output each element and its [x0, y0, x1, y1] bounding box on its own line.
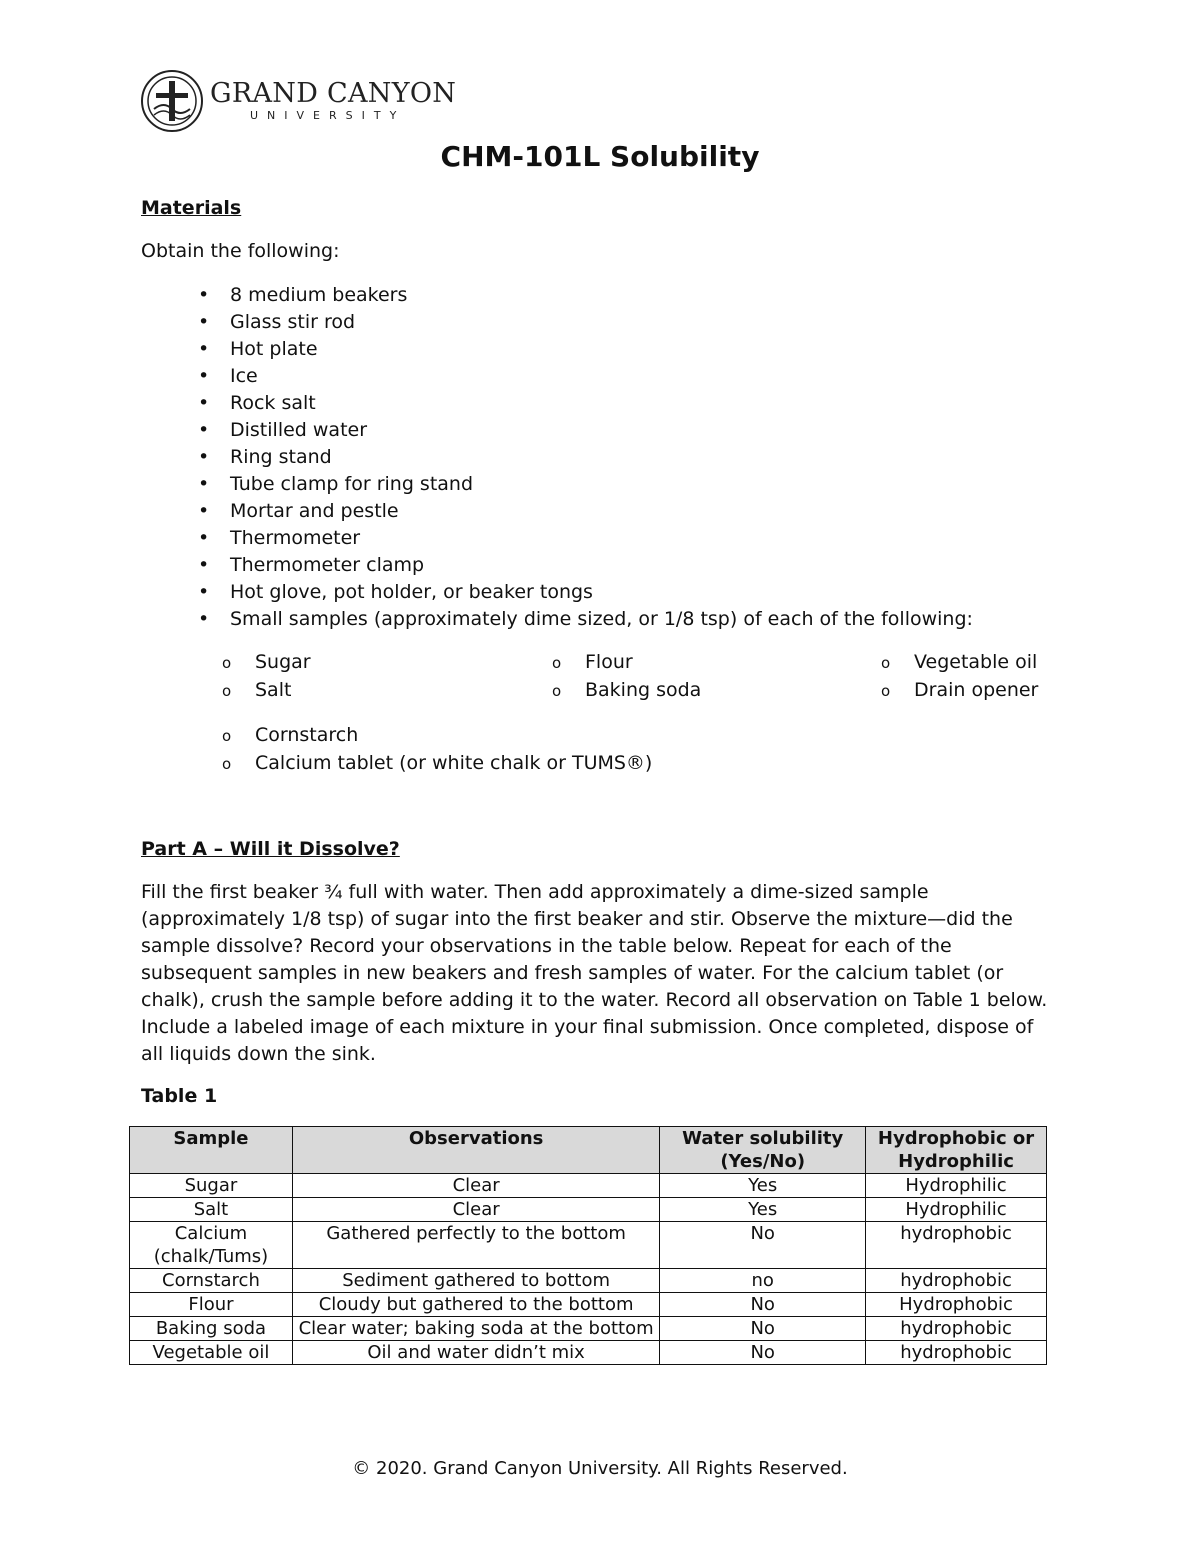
part-a-heading: Part A – Will it Dissolve? — [141, 838, 400, 860]
table-cell: hydrophobic — [866, 1269, 1047, 1293]
table-row — [130, 1269, 1047, 1293]
list-item: • Thermometer clamp — [198, 554, 425, 576]
column-header: Sample — [130, 1127, 293, 1174]
list-item: • Thermometer — [198, 527, 361, 549]
table-cell: Clear water; baking soda at the bottom — [292, 1317, 659, 1341]
table-cell: Cornstarch — [130, 1269, 293, 1293]
list-item: • Ice — [198, 365, 258, 387]
table-cell: Oil and water didn’t mix — [292, 1341, 659, 1365]
sample-item: o Flour — [552, 651, 633, 673]
table-cell: Hydrophilic — [866, 1174, 1047, 1198]
sample-item: o Vegetable oil — [881, 651, 1038, 673]
table-header-row — [130, 1127, 1047, 1174]
table-label: Table 1 — [141, 1085, 218, 1107]
table-row — [130, 1222, 1047, 1269]
table-row — [130, 1174, 1047, 1198]
list-item: • Distilled water — [198, 419, 368, 441]
table-cell: No — [660, 1222, 866, 1269]
sample-item: o Sugar — [222, 651, 311, 673]
table-cell: Sediment gathered to bottom — [292, 1269, 659, 1293]
materials-intro: Obtain the following: — [141, 240, 340, 262]
list-item: • Glass stir rod — [198, 311, 356, 333]
sample-item: o Calcium tablet (or white chalk or TUMS®) — [222, 752, 653, 774]
university-seal-icon — [140, 69, 204, 133]
table-cell: Vegetable oil — [130, 1341, 293, 1365]
table-row — [130, 1341, 1047, 1365]
logo-name: GRAND CANYON — [210, 78, 457, 109]
table-cell: Yes — [660, 1174, 866, 1198]
table-cell: Clear — [292, 1174, 659, 1198]
table-cell: Hydrophilic — [866, 1198, 1047, 1222]
document-title: CHM-101L Solubility — [440, 140, 760, 173]
materials-heading: Materials — [141, 197, 242, 219]
table-cell: No — [660, 1317, 866, 1341]
table-cell: Gathered perfectly to the bottom — [292, 1222, 659, 1269]
table-cell: No — [660, 1293, 866, 1317]
part-a-instructions: Fill the first beaker ¾ full with water. Then add approximately a dime-sized sample (approximately 1/8 tsp) of sugar into the first beaker and stir. Observe the mixture—did the sample dissolve? Record your observations in the table below. Repeat for each of the subsequent samples in new beakers and fresh samples of water. For the calcium tablet (or chalk), crush the sample before adding it to the water. Record all observation on Table 1 below. Include a labeled image of each mixture in your final submission. Once completed, dispose of all liquids down the sink. — [141, 881, 1048, 1065]
materials-list — [141, 282, 973, 633]
list-item: • Mortar and pestle — [198, 500, 399, 522]
table-cell: Flour — [130, 1293, 293, 1317]
sample-item: o Drain opener — [881, 679, 1039, 701]
table-cell: Calcium (chalk/Tums) — [130, 1222, 293, 1269]
column-header: Observations — [292, 1127, 659, 1174]
list-item: • Tube clamp for ring stand — [198, 473, 474, 495]
table-cell: Sugar — [130, 1174, 293, 1198]
list-item: • Hot glove, pot holder, or beaker tongs — [198, 581, 593, 603]
column-header: Hydrophobic or Hydrophilic — [866, 1127, 1047, 1174]
table-cell: no — [660, 1269, 866, 1293]
results-table — [129, 1126, 1047, 1365]
list-item: • Rock salt — [198, 392, 316, 414]
column-header: Water solubility (Yes/No) — [660, 1127, 866, 1174]
list-item: • Small samples (approximately dime sized, or 1/8 tsp) of each of the following: — [198, 608, 973, 630]
list-item: • Ring stand — [198, 446, 332, 468]
table-cell: hydrophobic — [866, 1317, 1047, 1341]
list-item: • Hot plate — [198, 338, 318, 360]
sample-item: o Cornstarch — [222, 724, 359, 746]
table-cell: Hydrophobic — [866, 1293, 1047, 1317]
list-item: • 8 medium beakers — [198, 284, 408, 306]
sample-item: o Baking soda — [552, 679, 702, 701]
university-logo — [140, 68, 456, 134]
table-cell: Cloudy but gathered to the bottom — [292, 1293, 659, 1317]
table-row — [130, 1317, 1047, 1341]
sample-item: o Salt — [222, 679, 292, 701]
table-cell: Baking soda — [130, 1317, 293, 1341]
table-cell: Yes — [660, 1198, 866, 1222]
table-cell: hydrophobic — [866, 1222, 1047, 1269]
table-row — [130, 1198, 1047, 1222]
table-cell: Salt — [130, 1198, 293, 1222]
table-cell: Clear — [292, 1198, 659, 1222]
table-row — [130, 1293, 1047, 1317]
copyright-footer: © 2020. Grand Canyon University. All Rights Reserved. — [352, 1458, 848, 1479]
table-cell: No — [660, 1341, 866, 1365]
logo-subname: UNIVERSITY — [250, 109, 406, 122]
table-cell: hydrophobic — [866, 1341, 1047, 1365]
